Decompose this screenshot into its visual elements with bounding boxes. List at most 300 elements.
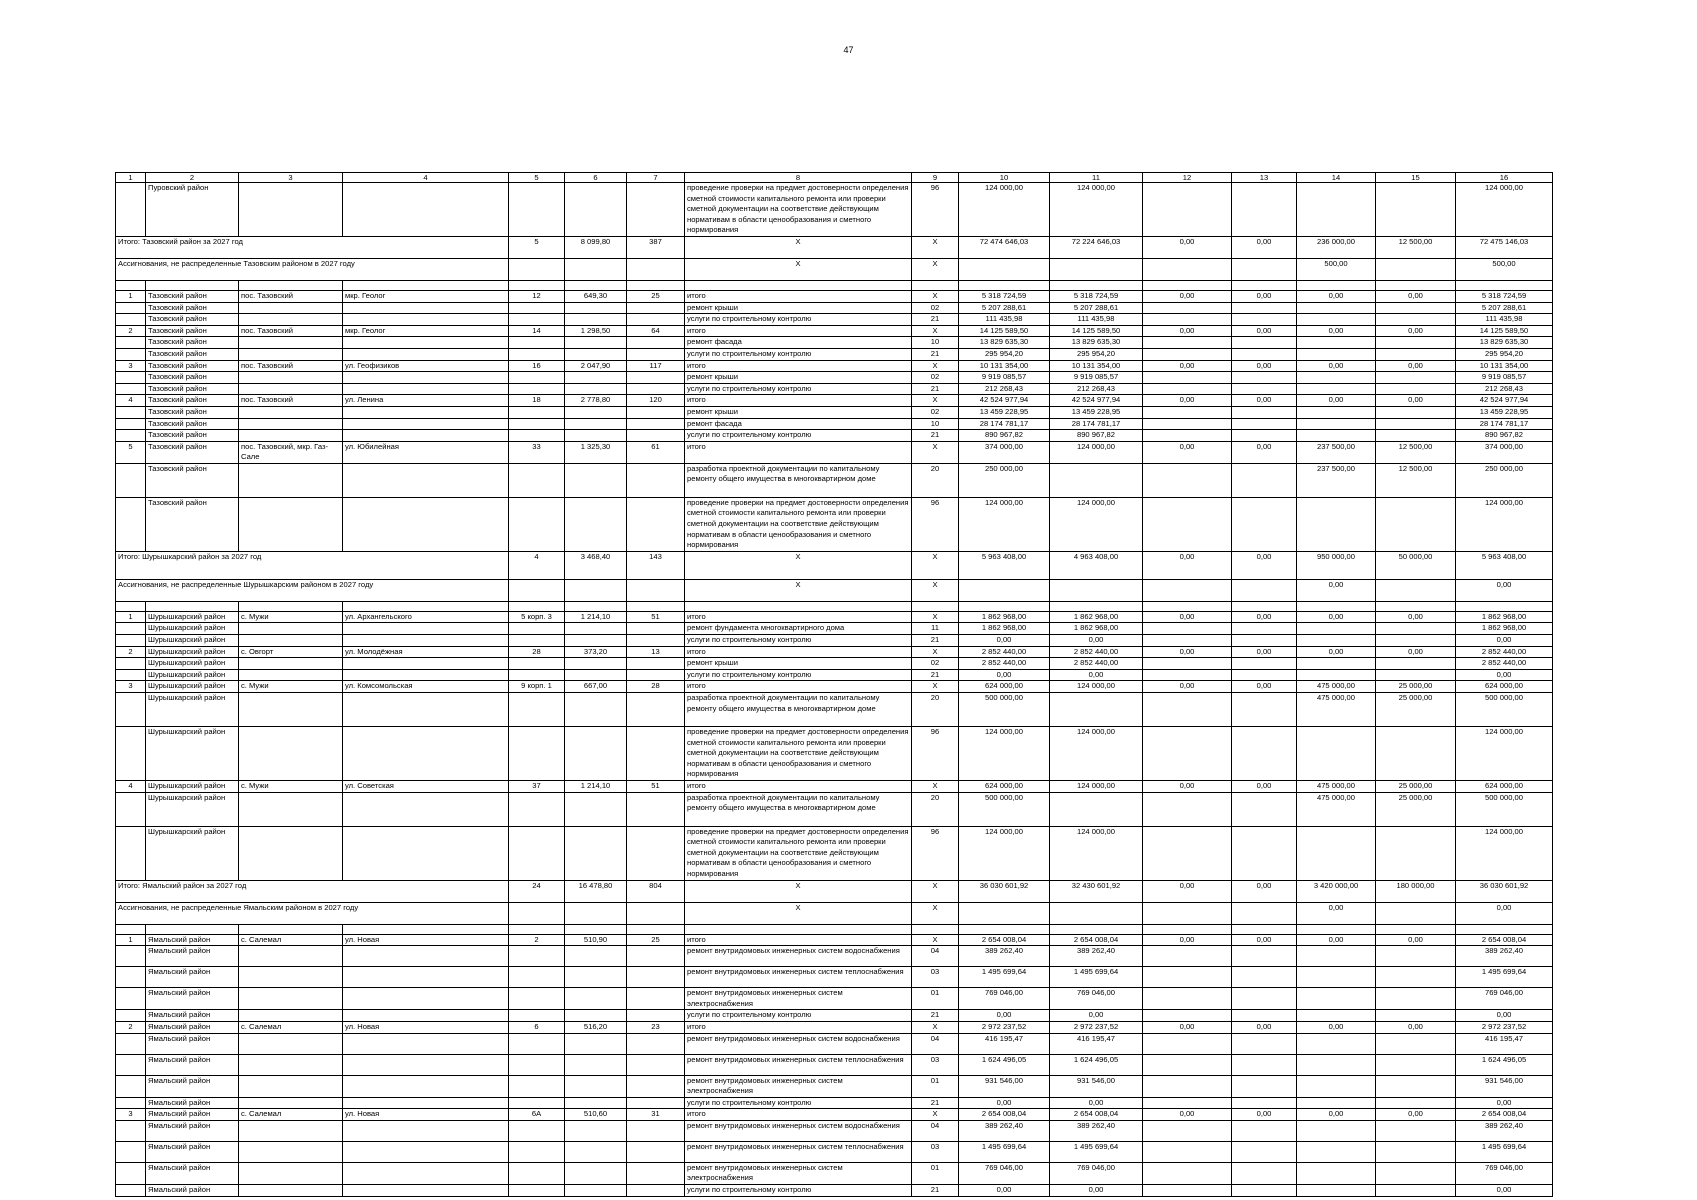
cell-owners-funds-2 xyxy=(1376,497,1456,551)
cell-total-cost: 42 524 977,94 xyxy=(959,395,1050,407)
cell-house-number: 28 xyxy=(509,646,565,658)
cell-total-cost: 5 318 724,59 xyxy=(959,290,1050,302)
summary-cell-area: 16 478,80 xyxy=(565,880,627,902)
cell-owners-funds-2 xyxy=(1376,314,1456,326)
cell-work-code: X xyxy=(912,780,959,792)
cell-work-code: 21 xyxy=(912,635,959,647)
cell-work-type: ремонт внутридомовых инженерных систем водоснабжения xyxy=(685,946,912,967)
cell-budget-local xyxy=(1232,1033,1297,1054)
cell-owners-funds-1 xyxy=(1297,1097,1376,1109)
cell-fund-cost: 0,00 xyxy=(1050,669,1143,681)
cell-settlement xyxy=(239,1120,343,1141)
cell-total-cost: 769 046,00 xyxy=(959,988,1050,1010)
cell-final-cost: 124 000,00 xyxy=(1456,183,1553,237)
cell-owners-funds-2: 0,00 xyxy=(1376,290,1456,302)
cell-area xyxy=(565,463,627,497)
cell-work-type: проведение проверки на предмет достоверности определения сметной стоимости капитального ремонта или проверки сметной документации на соответствие действующим нормативам в области ценообразования и сметного нормирования xyxy=(685,727,912,781)
cell-total-cost: 769 046,00 xyxy=(959,1162,1050,1184)
cell-residents xyxy=(627,658,685,670)
cell-house-number xyxy=(509,497,565,551)
cell-total-cost: 0,00 xyxy=(959,669,1050,681)
cell-residents xyxy=(627,967,685,988)
table-row xyxy=(116,290,1553,302)
cell-house-number: 18 xyxy=(509,395,565,407)
cell-house-number xyxy=(509,988,565,1010)
cell-residents: 25 xyxy=(627,934,685,946)
cell-municipality: Тазовский район xyxy=(146,360,239,372)
cell-street xyxy=(343,348,509,360)
cell-owners-funds-1: 475 000,00 xyxy=(1297,693,1376,727)
cell-settlement xyxy=(239,348,343,360)
cell-residents xyxy=(627,727,685,781)
cell-area xyxy=(565,727,627,781)
cell-municipality: Тазовский район xyxy=(146,430,239,442)
summary-cell-work-code: X xyxy=(912,551,959,579)
cell-house-number xyxy=(509,658,565,670)
cell-budget-local xyxy=(1232,348,1297,360)
cell-budget-local: 0,00 xyxy=(1232,611,1297,623)
cell-street: ул. Архангельского xyxy=(343,611,509,623)
cell-total-cost: 374 000,00 xyxy=(959,441,1050,463)
summary-cell-work-code: X xyxy=(912,880,959,902)
cell-municipality xyxy=(146,280,239,290)
cell-owners-funds-2 xyxy=(1376,1120,1456,1141)
cell-residents: 13 xyxy=(627,646,685,658)
cell-house-number xyxy=(509,623,565,635)
cell-work-code: 03 xyxy=(912,1054,959,1075)
cell-fund-cost: 10 131 354,00 xyxy=(1050,360,1143,372)
cell-work-type: услуги по строительному контролю xyxy=(685,1185,912,1197)
column-number-8: 8 xyxy=(685,173,912,183)
cell-total-cost: 13 829 635,30 xyxy=(959,337,1050,349)
cell-final-cost: 769 046,00 xyxy=(1456,988,1553,1010)
cell-area xyxy=(565,406,627,418)
cell-house-number xyxy=(509,792,565,826)
cell-settlement xyxy=(239,372,343,384)
cell-budget-local xyxy=(1232,1075,1297,1097)
cell-owners-funds-1: 0,00 xyxy=(1297,290,1376,302)
table-row xyxy=(116,646,1553,658)
cell-residents: 51 xyxy=(627,780,685,792)
cell-municipality: Ямальский район xyxy=(146,1010,239,1022)
summary-cell-budget-okrug: 0,00 xyxy=(1143,880,1232,902)
cell-area xyxy=(565,1162,627,1184)
cell-total-cost: 2 654 008,04 xyxy=(959,1109,1050,1121)
cell-owners-funds-2 xyxy=(1376,302,1456,314)
cell-work-type: ремонт внутридомовых инженерных систем теплоснабжения xyxy=(685,967,912,988)
table-row xyxy=(116,325,1553,337)
cell-total-cost: 250 000,00 xyxy=(959,463,1050,497)
cell-residents xyxy=(627,1033,685,1054)
cell-area: 1 298,50 xyxy=(565,325,627,337)
cell-owners-funds-1 xyxy=(1297,372,1376,384)
cell-work-type: ремонт внутридомовых инженерных систем теплоснабжения xyxy=(685,1141,912,1162)
cell-final-cost: 0,00 xyxy=(1456,669,1553,681)
column-number-7: 7 xyxy=(627,173,685,183)
cell-work-type: проведение проверки на предмет достоверности определения сметной стоимости капитального ремонта или проверки сметной документации на соответствие действующим нормативам в области ценообразования и сметного нормирования xyxy=(685,183,912,237)
cell-municipality: Шурышкарский район xyxy=(146,792,239,826)
summary-cell-work-type: X xyxy=(685,551,912,579)
cell-settlement: пос. Тазовский xyxy=(239,395,343,407)
cell-work-type: итого xyxy=(685,441,912,463)
cell-municipality: Ямальский район xyxy=(146,1097,239,1109)
cell-street xyxy=(343,601,509,611)
cell-final-cost: 1 624 496,05 xyxy=(1456,1054,1553,1075)
summary-cell-fund-cost xyxy=(1050,579,1143,601)
summary-cell-area xyxy=(565,902,627,924)
cell-budget-okrug xyxy=(1143,988,1232,1010)
cell-work-code: 21 xyxy=(912,314,959,326)
cell-work-type: итого xyxy=(685,611,912,623)
cell-house-number xyxy=(509,183,565,237)
cell-house-number xyxy=(509,727,565,781)
cell-residents xyxy=(627,406,685,418)
cell-fund-cost: 0,00 xyxy=(1050,635,1143,647)
cell-settlement xyxy=(239,280,343,290)
cell-street xyxy=(343,280,509,290)
cell-fund-cost: 1 862 968,00 xyxy=(1050,611,1143,623)
table-row xyxy=(116,681,1553,693)
summary-cell-fund-cost: 4 963 408,00 xyxy=(1050,551,1143,579)
cell-budget-local xyxy=(1232,280,1297,290)
cell-fund-cost: 124 000,00 xyxy=(1050,497,1143,551)
cell-house-number xyxy=(509,1010,565,1022)
summary-row xyxy=(116,258,1553,280)
cell-area xyxy=(565,1010,627,1022)
cell-row-number xyxy=(116,727,146,781)
cell-residents xyxy=(627,383,685,395)
cell-total-cost: 28 174 781,17 xyxy=(959,418,1050,430)
cell-street xyxy=(343,418,509,430)
cell-residents xyxy=(627,988,685,1010)
summary-cell-total-cost xyxy=(959,579,1050,601)
cell-budget-local xyxy=(1232,406,1297,418)
cell-row-number: 1 xyxy=(116,611,146,623)
column-number-row xyxy=(116,173,1553,183)
cell-fund-cost: 124 000,00 xyxy=(1050,727,1143,781)
cell-settlement xyxy=(239,1010,343,1022)
cell-budget-okrug: 0,00 xyxy=(1143,1021,1232,1033)
summary-cell-area xyxy=(565,258,627,280)
cell-total-cost: 212 268,43 xyxy=(959,383,1050,395)
cell-owners-funds-1: 0,00 xyxy=(1297,646,1376,658)
cell-owners-funds-1 xyxy=(1297,623,1376,635)
cell-row-number xyxy=(116,988,146,1010)
cell-residents xyxy=(627,348,685,360)
cell-house-number xyxy=(509,946,565,967)
summary-cell-house-number: 24 xyxy=(509,880,565,902)
cell-fund-cost: 2 852 440,00 xyxy=(1050,646,1143,658)
cell-work-type: услуги по строительному контролю xyxy=(685,635,912,647)
table-row xyxy=(116,623,1553,635)
cell-street xyxy=(343,497,509,551)
cell-municipality: Шурышкарский район xyxy=(146,669,239,681)
cell-owners-funds-1 xyxy=(1297,1120,1376,1141)
column-number-9: 9 xyxy=(912,173,959,183)
cell-fund-cost: 1 862 968,00 xyxy=(1050,623,1143,635)
cell-house-number xyxy=(509,924,565,934)
cell-residents xyxy=(627,302,685,314)
cell-row-number: 1 xyxy=(116,290,146,302)
cell-settlement xyxy=(239,1185,343,1197)
summary-cell-house-number xyxy=(509,258,565,280)
cell-municipality: Ямальский район xyxy=(146,967,239,988)
cell-row-number xyxy=(116,497,146,551)
cell-budget-local: 0,00 xyxy=(1232,395,1297,407)
cell-budget-local xyxy=(1232,1185,1297,1197)
cell-owners-funds-1: 0,00 xyxy=(1297,360,1376,372)
cell-row-number xyxy=(116,406,146,418)
cell-final-cost xyxy=(1456,601,1553,611)
summary-cell-owners-funds-1: 3 420 000,00 xyxy=(1297,880,1376,902)
cell-work-code: 21 xyxy=(912,383,959,395)
cell-street xyxy=(343,1054,509,1075)
cell-owners-funds-1 xyxy=(1297,383,1376,395)
cell-owners-funds-2: 12 500,00 xyxy=(1376,463,1456,497)
cell-row-number xyxy=(116,1033,146,1054)
cell-house-number: 6 xyxy=(509,1021,565,1033)
cell-work-type: итого xyxy=(685,1109,912,1121)
cell-area xyxy=(565,946,627,967)
cell-budget-okrug xyxy=(1143,1054,1232,1075)
cell-area: 1 214,10 xyxy=(565,780,627,792)
cell-row-number xyxy=(116,1097,146,1109)
cell-budget-okrug: 0,00 xyxy=(1143,646,1232,658)
cell-residents xyxy=(627,623,685,635)
cell-budget-okrug xyxy=(1143,658,1232,670)
summary-cell-work-code: X xyxy=(912,236,959,258)
cell-residents xyxy=(627,314,685,326)
cell-settlement xyxy=(239,635,343,647)
summary-cell-work-type: X xyxy=(685,902,912,924)
summary-cell-owners-funds-2: 12 500,00 xyxy=(1376,236,1456,258)
cell-budget-local xyxy=(1232,418,1297,430)
summary-label: Ассигнования, не распределенные Ямальским районом в 2027 году xyxy=(116,902,509,924)
cell-house-number xyxy=(509,280,565,290)
summary-cell-budget-local: 0,00 xyxy=(1232,551,1297,579)
cell-owners-funds-2 xyxy=(1376,280,1456,290)
table-row xyxy=(116,946,1553,967)
cell-residents: 64 xyxy=(627,325,685,337)
cell-work-type: итого xyxy=(685,395,912,407)
table-row xyxy=(116,601,1553,611)
cell-work-type: итого xyxy=(685,1021,912,1033)
cell-residents: 61 xyxy=(627,441,685,463)
cell-house-number xyxy=(509,1120,565,1141)
cell-area xyxy=(565,280,627,290)
cell-budget-local xyxy=(1232,658,1297,670)
cell-street: ул. Ленина xyxy=(343,395,509,407)
cell-settlement: с. Салемал xyxy=(239,1109,343,1121)
cell-owners-funds-1 xyxy=(1297,826,1376,880)
cell-work-type xyxy=(685,601,912,611)
cell-municipality: Шурышкарский район xyxy=(146,727,239,781)
table-row xyxy=(116,383,1553,395)
cell-budget-local xyxy=(1232,383,1297,395)
summary-label: Ассигнования, не распределенные Шурышкарским районом в 2027 году xyxy=(116,579,509,601)
cell-municipality: Тазовский район xyxy=(146,395,239,407)
cell-total-cost: 2 852 440,00 xyxy=(959,646,1050,658)
cell-row-number xyxy=(116,669,146,681)
cell-budget-okrug xyxy=(1143,383,1232,395)
cell-fund-cost: 416 195,47 xyxy=(1050,1033,1143,1054)
cell-row-number xyxy=(116,601,146,611)
cell-work-code: 20 xyxy=(912,693,959,727)
cell-house-number xyxy=(509,967,565,988)
cell-residents xyxy=(627,1185,685,1197)
cell-owners-funds-1 xyxy=(1297,635,1376,647)
column-number-15: 15 xyxy=(1376,173,1456,183)
cell-final-cost: 212 268,43 xyxy=(1456,383,1553,395)
cell-fund-cost: 28 174 781,17 xyxy=(1050,418,1143,430)
cell-work-type: ремонт внутридомовых инженерных систем электроснабжения xyxy=(685,988,912,1010)
cell-residents xyxy=(627,418,685,430)
summary-cell-budget-okrug: 0,00 xyxy=(1143,236,1232,258)
cell-street: ул. Комсомольская xyxy=(343,681,509,693)
cell-final-cost: 1 862 968,00 xyxy=(1456,623,1553,635)
cell-area xyxy=(565,635,627,647)
cell-owners-funds-1 xyxy=(1297,1033,1376,1054)
cell-final-cost: 5 207 288,61 xyxy=(1456,302,1553,314)
cell-owners-funds-2 xyxy=(1376,669,1456,681)
cell-house-number: 9 корп. 1 xyxy=(509,681,565,693)
table-row xyxy=(116,430,1553,442)
cell-work-type xyxy=(685,280,912,290)
cell-area xyxy=(565,988,627,1010)
cell-fund-cost: 5 318 724,59 xyxy=(1050,290,1143,302)
cell-settlement xyxy=(239,1054,343,1075)
cell-work-type: ремонт крыши xyxy=(685,658,912,670)
cell-owners-funds-2 xyxy=(1376,1097,1456,1109)
cell-final-cost: 389 262,40 xyxy=(1456,1120,1553,1141)
summary-cell-budget-local xyxy=(1232,902,1297,924)
cell-final-cost: 931 546,00 xyxy=(1456,1075,1553,1097)
cell-area xyxy=(565,314,627,326)
cell-row-number xyxy=(116,1075,146,1097)
cell-work-type: ремонт фасада xyxy=(685,337,912,349)
cell-final-cost: 389 262,40 xyxy=(1456,946,1553,967)
cell-row-number: 4 xyxy=(116,395,146,407)
table-row xyxy=(116,302,1553,314)
summary-cell-final-cost: 0,00 xyxy=(1456,902,1553,924)
cell-house-number xyxy=(509,348,565,360)
cell-work-code: 02 xyxy=(912,658,959,670)
cell-settlement xyxy=(239,1097,343,1109)
cell-row-number xyxy=(116,280,146,290)
cell-street xyxy=(343,693,509,727)
cell-row-number: 3 xyxy=(116,360,146,372)
cell-work-type: итого xyxy=(685,360,912,372)
cell-total-cost: 0,00 xyxy=(959,635,1050,647)
cell-house-number xyxy=(509,1162,565,1184)
cell-house-number: 37 xyxy=(509,780,565,792)
cell-work-code: X xyxy=(912,1109,959,1121)
table-row xyxy=(116,826,1553,880)
cell-owners-funds-2: 25 000,00 xyxy=(1376,693,1456,727)
cell-budget-local xyxy=(1232,623,1297,635)
cell-area xyxy=(565,1033,627,1054)
cell-work-type: проведение проверки на предмет достоверности определения сметной стоимости капитального ремонта или проверки сметной документации на соответствие действующим нормативам в области ценообразования и сметного нормирования xyxy=(685,497,912,551)
cell-final-cost: 0,00 xyxy=(1456,1097,1553,1109)
cell-fund-cost: 0,00 xyxy=(1050,1010,1143,1022)
cell-house-number xyxy=(509,635,565,647)
cell-owners-funds-1 xyxy=(1297,1185,1376,1197)
cell-owners-funds-2 xyxy=(1376,1162,1456,1184)
cell-work-code: 21 xyxy=(912,1097,959,1109)
summary-cell-owners-funds-1: 500,00 xyxy=(1297,258,1376,280)
cell-municipality: Тазовский район xyxy=(146,290,239,302)
cell-settlement xyxy=(239,1162,343,1184)
cell-fund-cost: 9 919 085,57 xyxy=(1050,372,1143,384)
cell-street xyxy=(343,967,509,988)
cell-residents xyxy=(627,430,685,442)
cell-work-type: ремонт внутридомовых инженерных систем электроснабжения xyxy=(685,1075,912,1097)
cell-budget-local xyxy=(1232,693,1297,727)
cell-settlement: пос. Тазовский xyxy=(239,325,343,337)
cell-total-cost: 500 000,00 xyxy=(959,693,1050,727)
cell-work-code: 04 xyxy=(912,1120,959,1141)
cell-budget-okrug xyxy=(1143,1033,1232,1054)
cell-total-cost xyxy=(959,924,1050,934)
cell-street xyxy=(343,792,509,826)
cell-budget-okrug xyxy=(1143,1162,1232,1184)
cell-row-number: 5 xyxy=(116,441,146,463)
column-number-3: 3 xyxy=(239,173,343,183)
summary-row xyxy=(116,236,1553,258)
cell-settlement xyxy=(239,183,343,237)
cell-owners-funds-1 xyxy=(1297,418,1376,430)
cell-final-cost: 624 000,00 xyxy=(1456,681,1553,693)
cell-street: ул. Молодёжная xyxy=(343,646,509,658)
cell-municipality: Шурышкарский район xyxy=(146,826,239,880)
cell-settlement: с. Мужи xyxy=(239,611,343,623)
cell-final-cost: 42 524 977,94 xyxy=(1456,395,1553,407)
cell-budget-local xyxy=(1232,497,1297,551)
cell-residents: 120 xyxy=(627,395,685,407)
summary-cell-work-code: X xyxy=(912,902,959,924)
summary-cell-budget-local: 0,00 xyxy=(1232,236,1297,258)
column-number-16: 16 xyxy=(1456,173,1553,183)
table-row xyxy=(116,727,1553,781)
cell-final-cost: 124 000,00 xyxy=(1456,727,1553,781)
table-row xyxy=(116,1141,1553,1162)
cell-final-cost: 2 852 440,00 xyxy=(1456,646,1553,658)
cell-row-number xyxy=(116,1054,146,1075)
cell-budget-okrug xyxy=(1143,946,1232,967)
cell-fund-cost: 14 125 589,50 xyxy=(1050,325,1143,337)
summary-cell-house-number: 5 xyxy=(509,236,565,258)
summary-cell-residents xyxy=(627,579,685,601)
cell-owners-funds-1 xyxy=(1297,280,1376,290)
page-number: 47 xyxy=(843,45,854,55)
summary-cell-owners-funds-1: 950 000,00 xyxy=(1297,551,1376,579)
cell-owners-funds-2 xyxy=(1376,406,1456,418)
cell-owners-funds-2 xyxy=(1376,967,1456,988)
cell-total-cost: 2 972 237,52 xyxy=(959,1021,1050,1033)
cell-residents: 25 xyxy=(627,290,685,302)
cell-area: 667,00 xyxy=(565,681,627,693)
cell-fund-cost xyxy=(1050,792,1143,826)
cell-fund-cost: 124 000,00 xyxy=(1050,183,1143,237)
cell-budget-local xyxy=(1232,1097,1297,1109)
cell-street xyxy=(343,383,509,395)
cell-work-code: 01 xyxy=(912,1162,959,1184)
cell-row-number xyxy=(116,946,146,967)
summary-cell-budget-okrug xyxy=(1143,258,1232,280)
cell-total-cost: 124 000,00 xyxy=(959,183,1050,237)
table-row xyxy=(116,988,1553,1010)
cell-work-code: 03 xyxy=(912,1141,959,1162)
